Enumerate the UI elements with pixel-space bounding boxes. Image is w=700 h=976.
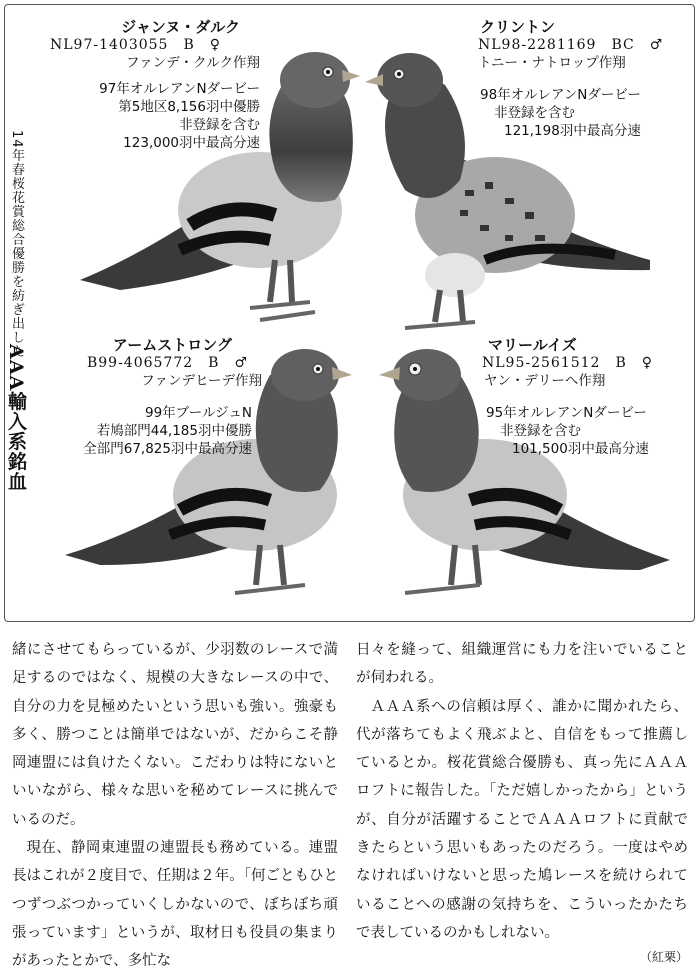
bird-record-line: 非登録を含む [494, 105, 575, 121]
bird-record-line: 98年オルレアンNダービー [480, 87, 641, 103]
bird-ring-number: B99-4065772 B ♂ [86, 355, 248, 371]
bird-record-line: 非登録を含む [179, 117, 260, 133]
bird-record-line: 121,198羽中最高分速 [504, 123, 641, 139]
article-paragraph: 緒にさせてもらっているが、少羽数のレースで満足するのではなく、規模の大きなレースの中で、自分の力を見極めたいという思いも強い。強豪も多く、勝つことは簡単ではないが、だからこそ静岡連盟には負けたくない。こだわりは特にないといいながら、様々な思いを秘めてレースに挑んでいるのだ。 [12, 642, 338, 828]
bird-record-line: 123,000羽中最高分速 [123, 135, 260, 151]
bird-record-line: 99年ブールジュN [145, 405, 252, 421]
bird-ring-number: NL95-2561512 B ♀ [482, 355, 653, 371]
article-paragraph: 日々を縫って、組織運営にも力を注いでいることが伺われる。 [356, 642, 688, 687]
bird-ring-number: NL97-1403055 B ♀ [50, 37, 221, 53]
article-byline: （紅栗） [639, 950, 688, 965]
bird-record-line: 全部門67,825羽中最高分速 [83, 441, 252, 457]
article-paragraph: ＡＡＡ系への信頼は厚く、誰かに聞かれたら、代が落ちてもよく飛ぶよと、自信をもって推薦しているとか。桜花賞総合優勝も、真っ先にＡＡＡロフトに報告した。「ただ嬉しかったから」というが、自分が活躍することでＡＡＡロフトに貢献できたらという思いもあったのだろう。一度はやめなければいけないと思った鳩レースを続けられていることへの感謝の気持ちを、こういったかたちで表しているのかもしれない。 [356, 698, 688, 941]
bird-record-line: 若鳩部門44,185羽中優勝 [96, 423, 252, 439]
bird-record-line: 第5地区8,156羽中優勝 [118, 99, 260, 115]
bird-name: クリントン [480, 18, 556, 36]
bird-name: アームストロング [112, 336, 232, 354]
article-column-left [12, 636, 338, 976]
bird-record-line: 95年オルレアンNダービー [486, 405, 647, 421]
bird-info-armstrong [30, 336, 262, 458]
bird-info-clinton [460, 18, 663, 140]
bird-info-jeanne-darc [50, 18, 260, 152]
bird-breeder: ヤン・デリーへ作翔 [484, 373, 606, 389]
bird-info-marie-louise [482, 336, 653, 458]
bird-record-line: 非登録を含む [500, 423, 581, 439]
bird-name: マリールイズ [488, 336, 577, 354]
article-paragraph: 現在、静岡東連盟の連盟長も務めている。連盟長はこれが２度目で、任期は２年。「何ごともひとつずつぶつかっていくしかないので、ぼちぼち頑張っています」というが、取材日も役員の集まりがあったとかで、多忙な [12, 840, 338, 970]
bird-record-line: 97年オルレアンNダービー [99, 81, 260, 97]
article-column-right [356, 636, 688, 972]
bird-name: ジャンヌ・ダルク [121, 18, 240, 36]
bird-breeder: ファンデヒーデ作翔 [141, 373, 262, 389]
side-caption: 14年春桜花賞総合優勝を紡ぎ出した [9, 130, 24, 359]
bird-breeder: トニー・ナトロップ作翔 [478, 55, 626, 71]
bird-ring-number: NL98-2281169 BC ♂ [478, 37, 664, 53]
side-title: AAA輸入系銘血 [5, 344, 27, 492]
bird-breeder: ファンデ・クルク作翔 [125, 55, 260, 71]
bird-record-line: 101,500羽中最高分速 [512, 441, 649, 457]
